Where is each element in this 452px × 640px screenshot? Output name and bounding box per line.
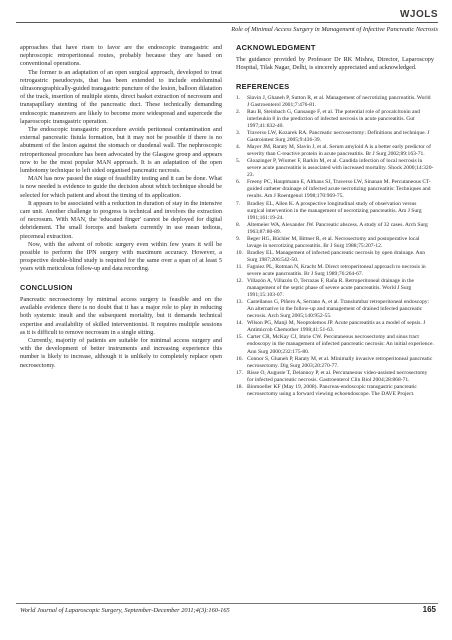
reference-number: 18. <box>236 383 243 390</box>
reference-text: Carter CR, McKay CJ, Imrie CW. Percutaneous necrosectomy and sinus tract endoscopy in the management of infected pancreatic necrosis: An initial experience. Ann Surg 2000;232:175-80. <box>247 334 434 355</box>
reference-number: 7. <box>236 200 241 207</box>
reference-text: Bradley EL. Management of infected pancreatic necrosis by open drainage. Ann Surg 1987;206:542-50. <box>247 249 426 263</box>
reference-text: Freeny PC, Hauptmann E, Althaus SJ, Traverso LW, Sinanan M. Percutaneous CT-guided catheter drainage of infected acute necrotizing pancreatitis: Techniques and results. Am J Roentgenol 1998;170:969-75. <box>247 179 431 200</box>
reference-item <box>236 222 434 236</box>
reference-number: 11. <box>236 263 243 270</box>
reference-item <box>236 95 434 109</box>
body-paragraph: approaches that have risen to favor are the endoscopic transgastric and nephroscopic retroperitoneal routes, probably because they are based on conventional operations. <box>20 44 222 68</box>
reference-item <box>236 334 434 355</box>
reference-number: 10. <box>236 249 243 256</box>
reference-number: 5. <box>236 158 241 165</box>
reference-text: Gloazinger P, Wiumer F, Barkin M, et al. Candida infection of local necrosis in severe acute pancreatitis is associated with increased mortality. Shock 2000;14:320-23. <box>247 158 434 179</box>
header-rule <box>16 22 438 23</box>
journal-logo: WJOLS <box>399 9 438 20</box>
reference-text: Bradley EL, Allen K. A prospective longitudinal study of observation versus surgical intervention in the management of necrotizing pancreatitis. Am J Surg 1991;161:19-24. <box>247 200 422 221</box>
reference-text: Villazón A, Villazón O, Terrazas F, Raña R. Retroperitoneal drainage in the management of the septic phase of severe acute pancreatitis. World J Surg 1991;15:103-07. <box>247 278 414 299</box>
conclusion-paragraph: Pancreatic necrosectomy by minimal access surgery is feasible and on the available evidence there is no doubt that it has a major role to play in reducing both systemic insult and the subsequent mortality, but it demands technical expertise and availability of skilled interventionist. It requires multiple sessions as it is difficult to remove necrosum in a single sitting. <box>20 295 222 336</box>
reference-number: 2. <box>236 108 241 115</box>
reference-number: 16. <box>236 355 243 362</box>
reference-text: Rau B, Steinbach G, Gansauge F, et al. The potential role of procalcitonin and interleukin 8 in the prediction of infected necrosis in acute pancreatitis. Gut 1997;41:832-40. <box>247 108 421 129</box>
reference-item <box>236 236 434 250</box>
reference-item <box>236 109 434 130</box>
reference-number: 1. <box>236 94 241 101</box>
reference-item <box>236 201 434 222</box>
reference-item <box>236 179 434 200</box>
reference-text: Connor S, Ghaneh P, Raraty M, et al. Minimally invasive retroperitoneal pancreatic necrosectomy. Dig Surg 2003;20:270-77. <box>247 355 433 369</box>
reference-text: Traverso LW, Kozarek RA. Pancreatic necrosectomy: Definitions and technique. J Gastrointest Surg 2005;9:436-39. <box>247 130 430 144</box>
reference-number: 14. <box>236 320 243 327</box>
reference-text: Wilson PG, Manji M, Neoptolemos JP. Acute pancreatitis as a model of sepsis. J Antimicrob Chemother 1998;41:51-63. <box>247 320 426 334</box>
reference-item <box>236 144 434 158</box>
reference-number: 6. <box>236 179 241 186</box>
reference-number: 13. <box>236 299 243 306</box>
running-title: Role of Minimal Access Surgery in Management of Infective Pancreatic Necrosis <box>231 26 438 33</box>
left-column <box>20 44 222 370</box>
footer-rule <box>16 603 438 604</box>
reference-text: Mayer JM, Raraty M, Slavin J, et al. Serum amyloid A is a better early predictor of severity than C-reactive protein in acute pancreatitis. Br J Surg 2002;89:163-71. <box>247 144 431 158</box>
reference-text: Slavin J, Ghaneh P, Sutton R, et al. Management of necrotizing pancreatitis. World J Gastroenterol 2001;7:476-81. <box>247 94 431 108</box>
reference-item <box>236 356 434 370</box>
reference-number: 15. <box>236 334 243 341</box>
right-column <box>236 44 434 398</box>
body-paragraph: Now, with the advent of robotic surgery even within few years it will be possible to perform the IPN surgery with maximum accuracy. However, a prospective double-blind study is required for the same over a span of at least 5 years with meticulous follow-up and data recording. <box>20 240 222 273</box>
reference-item <box>236 278 434 299</box>
reference-item <box>236 264 434 278</box>
reference-item <box>236 299 434 320</box>
reference-text: Binmoeller KF (May 19, 2008). Pancreas-endoscopic transgastric pancreatic necrosectomy using a forward viewing echoendoscope. The DAVE Project. <box>247 383 417 397</box>
reference-number: 9. <box>236 235 241 242</box>
page-number: 165 <box>422 605 436 614</box>
conclusion-paragraph: Currently, majority of patients are suitable for minimal access surgery and with the development of better instruments and increasing experience this number is likely to increase, although it is unlikely to completely replace open necrosectomy. <box>20 336 222 369</box>
reference-text: Risse O, Auguste T, Delannoy P, et al. Percutaneous video-assisted necrosectomy for infected pancreatic necrosis. Gastroenterol Clin Biol 2004;28:868-71. <box>247 369 428 383</box>
reference-text: Fagniez PL, Rotman N, Kracht M. Direct retroperitoneal approach to necrosis in severe acute pancreatitis. Br J Surg 1989;76:264-67. <box>247 263 426 277</box>
reference-text: Altemeier WA, Alexander JW. Pancreatic abscess. A study of 32 cases. Arch Surg 1963;87:80-89. <box>247 221 428 235</box>
references-heading: REFERENCES <box>236 81 290 91</box>
body-paragraph: MAN has now passed the stage of feasibility testing and it can be done. What is now needed is evidence to guide the decision about which technique should be selected for which patient and about the timing of its application. <box>20 175 222 199</box>
reference-item <box>236 130 434 144</box>
reference-text: Beger HG, Büchler M, Bittner R, et al. Necrosectomy and postoperative local lavage in necrotizing pancreatitis. Br J Surg 1988;75:207-12. <box>247 235 420 249</box>
conclusion-heading: CONCLUSION <box>20 282 73 292</box>
acknowledgment-heading: ACKNOWLEDGMENT <box>236 43 316 52</box>
reference-text: Castellanos G, Piñero A, Serrano A, et al. Translumbar retroperitoneal endoscopy: An alternative in the follow-up and management of drained infected pancreatic necrosis. Arch Surg 2005;140:952-55. <box>247 299 430 320</box>
reference-number: 4. <box>236 144 241 151</box>
footer-citation: World Journal of Laparoscopic Surgery, September-December 2011;4(3):160-165 <box>20 607 230 614</box>
body-paragraph: The endoscopic transgastric procedure avoids peritoneal contamination and external pancreatic fistula formation, but it may not be possible if there is no abutment of the lesion against the stomach or duodenal wall. The nephroscopic retroperitoneal procedure has been advocated by the Glasgow group and appears now to be the most popular MAN approach. It is an adaptation of the open lumbotomy technique to left sided organised pancreatic necrosis. <box>20 126 222 175</box>
reference-item <box>236 158 434 179</box>
reference-list <box>236 95 434 398</box>
reference-number: 8. <box>236 221 241 228</box>
reference-number: 12. <box>236 278 243 285</box>
reference-item <box>236 250 434 264</box>
body-paragraph: The former is an adaptation of an open surgical approach, developed to treat retrogastric pseudocysts, that has been extended to include endoluminal ultrasonographically-guided transgastric puncture of the lesion, balloon dilatation of the track, insertion of multiple stents, direct basket extraction of necrosum and transpapillary stenting of the pancreatic duct. These technically demanding endoscopic maneuvers are likely to become more widespread and supercede the laparoscopic transgastric operation. <box>20 68 222 125</box>
acknowledgment-text: The guidance provided by Professor Dr RK Mishra, Director, Laparoscopy Hospital, Tilak Nagar, Delhi, is sincerely appreciated and acknowledged. <box>236 56 434 72</box>
body-paragraph: It appears to be associated with a reduction in duration of stay in the intensive care unit. Another challenge to progress is technical and involves the extraction of necrosum. With MAN, the 'educated finger' cannot be deployed for digital debridement. The small forceps and baskets currently in use mean tedious, piecemeal extraction. <box>20 199 222 240</box>
reference-item <box>236 370 434 384</box>
reference-item <box>236 320 434 334</box>
reference-number: 17. <box>236 369 243 376</box>
reference-number: 3. <box>236 130 241 137</box>
reference-item <box>236 384 434 398</box>
